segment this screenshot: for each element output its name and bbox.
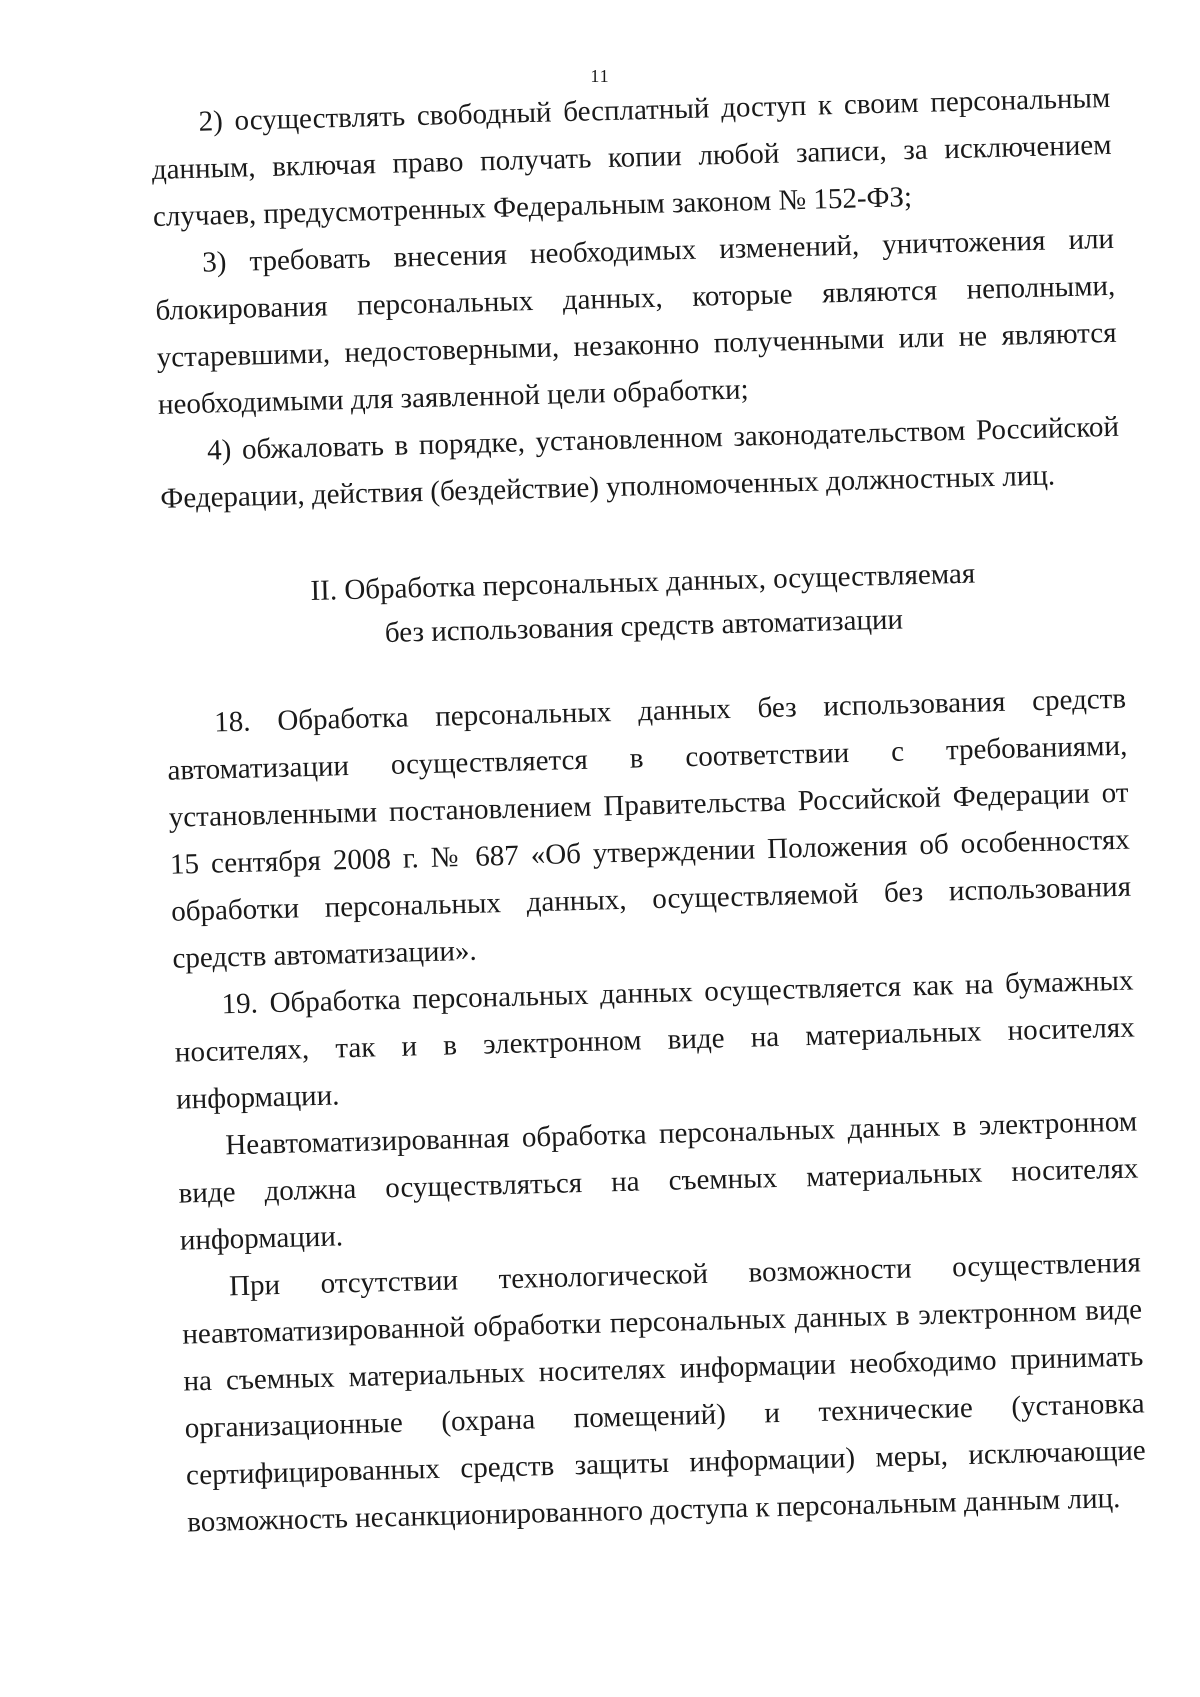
page-number: 11 — [590, 66, 610, 86]
paragraph-electronic-processing: Неавтоматизированная обработка персональных данных в электронном виде должна осуществляться на съемных материальных носителях информации. — [178, 1105, 1139, 1257]
section-heading-line-2: без использования средств автоматизации — [384, 603, 904, 650]
paragraph-item-2: 2) осуществлять свободный бесплатный доступ к своим персональным данным, включая право получать копии любой записи, за исключением случаев, предусмотренных Федеральным законом № 152-ФЗ; — [151, 81, 1112, 233]
paragraph-19: 19. Обработка персональных данных осуществляется как на бумажных носителях, так и в электронном виде на материальных носителях информации. — [174, 964, 1136, 1116]
paragraph-item-4: 4) обжаловать в порядке, установленном законодательством Российской Федерации, действия (бездействие) уполномоченных должностных лиц. — [160, 410, 1120, 515]
document-body — [150, 75, 1148, 1547]
paragraph-protection-measures: При отсутствии технологической возможности осуществления неавтоматизированной обработки персональных данных в электронном виде на съемных материальных носителях информации необходимо принимать организационные (охрана помещений) и технические (установка сертифицированных средств защиты информации) меры, исключающие возможность несанкционированного доступа к персональным данным лиц. — [181, 1246, 1147, 1539]
paragraph-18: 18. Обработка персональных данных без использования средств автоматизации осуществляется в соответствии с требованиями, установленными постановлением Правительства Российской Федерации от 15 сентября 2008 г. № 687 «Об утверждении Положения об особенностях обработки персональных данных, осуществляемой без использования средств автоматизации». — [167, 682, 1132, 975]
paragraph-item-3: 3) требовать внесения необходимых изменений, уничтожения или блокирования персональных данных, которые являются неполными, устаревшими, недостоверными, незаконно полученными или не являются необходимыми для заявленной цели обработки; — [155, 222, 1117, 421]
section-heading — [162, 548, 1124, 661]
section-heading-line-1: II. Обработка персональных данных, осуществляемая — [310, 557, 976, 607]
